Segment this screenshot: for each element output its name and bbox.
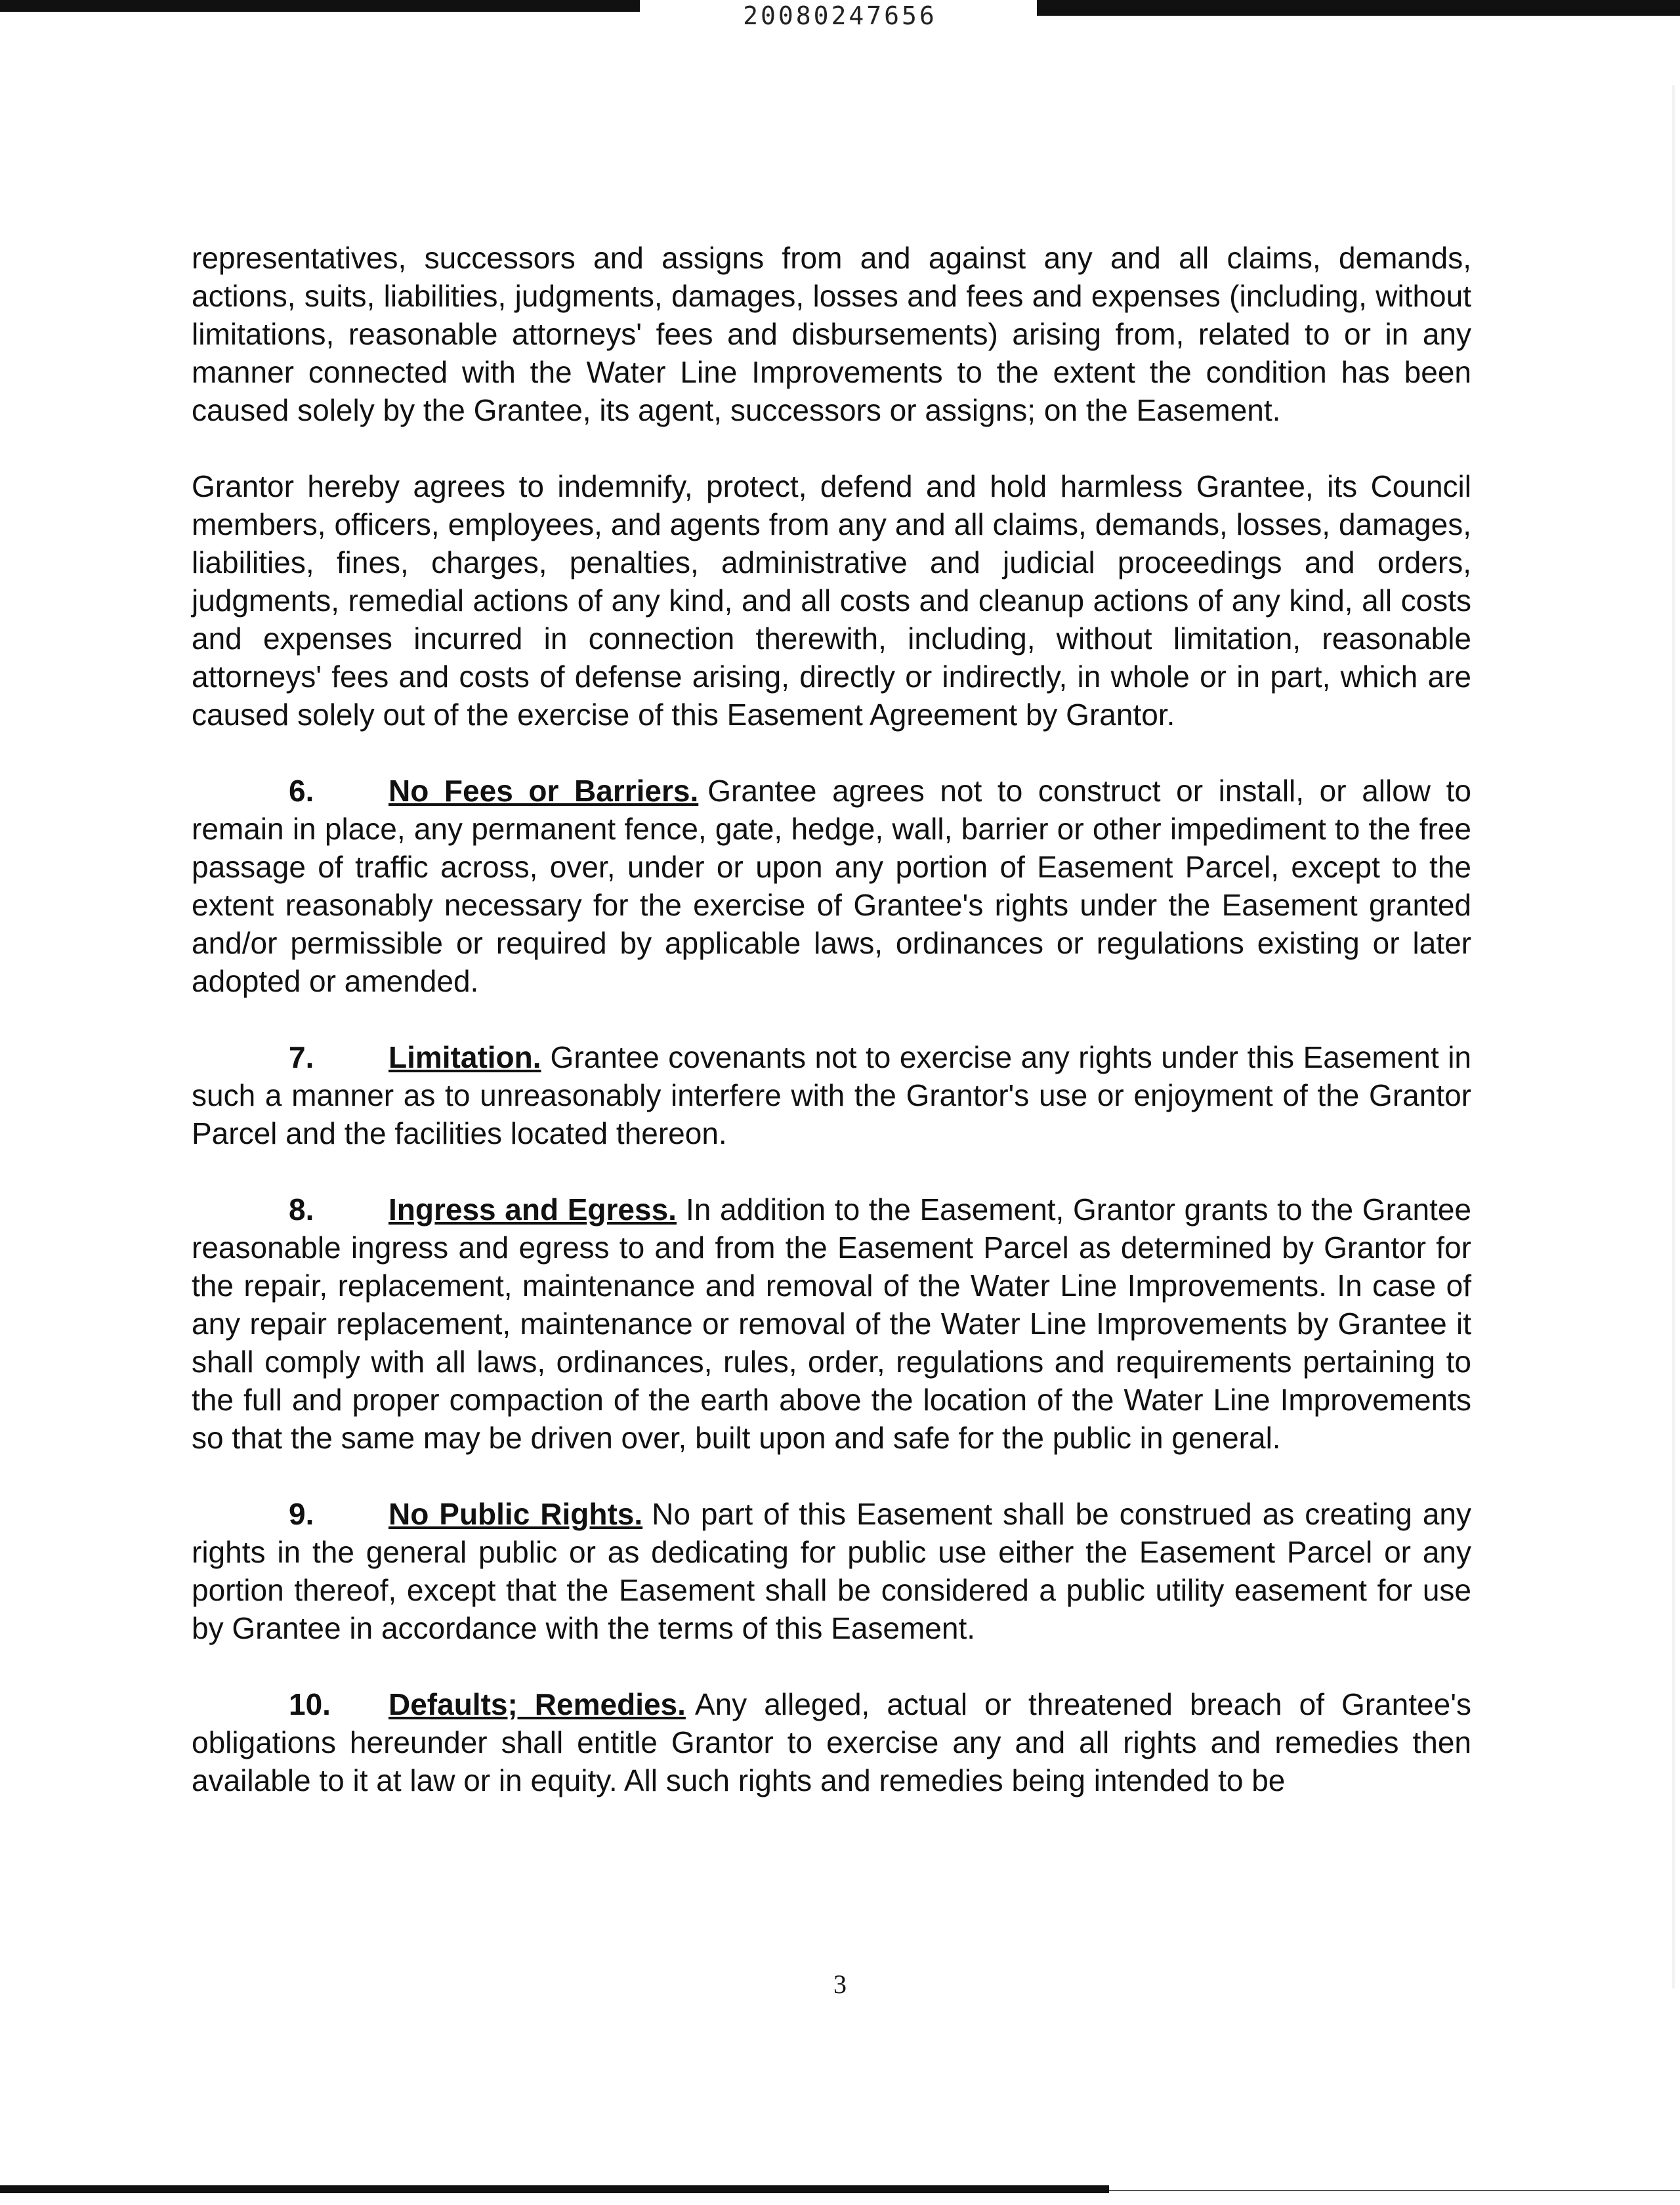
- section-6: [192, 772, 1471, 1000]
- section-number: 6.: [289, 774, 314, 808]
- section-heading: No Public Rights.: [388, 1497, 643, 1531]
- section-heading: Defaults; Remedies.: [388, 1687, 686, 1721]
- scan-edge-right: [1672, 85, 1675, 1988]
- section-heading: Ingress and Egress.: [388, 1192, 677, 1227]
- section-7: [192, 1038, 1471, 1152]
- section-9: [192, 1495, 1471, 1647]
- section-heading: No Fees or Barriers.: [388, 774, 699, 808]
- section-text: No part of this Easement shall be construed as creating any rights in the general public or as dedicating for public use either the Easement Parcel or any portion thereof, except that the Easement shall be considered a public utility easement for use by Grantee in accordance with the terms of this Easement.: [192, 1497, 1471, 1645]
- paragraph-indemnity-grantor: Grantor hereby agrees to indemnify, protect, defend and hold harmless Grantee, its Council members, officers, employees, and agents from any and all claims, demands, losses, damages, liabilities, fines, charges, penalties, administrative and judicial proceedings and orders, judgments, remedial actions of any kind, and all costs and cleanup actions of any kind, all costs and expenses incurred in connection therewith, including, without limitation, reasonable attorneys' fees and costs of defense arising, directly or indirectly, in whole or in part, which are caused solely out of the exercise of this Easement Agreement by Grantor.: [192, 469, 1471, 732]
- section-text: Grantee covenants not to exercise any rights under this Easement in such a manner as to unreasonably interfere with the Grantor's use or enjoyment of the Grantor Parcel and the facilities located thereon.: [192, 1040, 1471, 1150]
- section-heading: Limitation.: [388, 1040, 541, 1074]
- scan-border-bottom: [0, 2185, 1109, 2193]
- section-10: [192, 1685, 1471, 1799]
- section-number: 8.: [289, 1192, 314, 1227]
- paragraph-indemnity-grantee: representatives, successors and assigns from and against any and all claims, demands, actions, suits, liabilities, judgments, damages, losses and fees and expenses (including, without limitations, reasonable attorneys' fees and disbursements) arising from, related to or in any manner connected with the Water Line Improvements to the extent the condition has been caused solely by the Grantee, its agent, successors or assigns; on the Easement.: [192, 241, 1471, 427]
- section-8: [192, 1190, 1471, 1457]
- document-number: 20080247656: [743, 1, 937, 30]
- section-number: 7.: [289, 1040, 314, 1074]
- section-text: In addition to the Easement, Grantor grants to the Grantee reasonable ingress and egress to and from the Easement Parcel as determined by Grantor for the repair, replacement, maintenance and removal of the Water Line Improvements. In case of any repair replacement, maintenance or removal of the Water Line Improvements by Grantee it shall comply with all laws, ordinances, rules, order, regulations and requirements pertaining to the full and proper compaction of the earth above the location of the Water Line Improvements so that the same may be driven over, built upon and safe for the public in general.: [192, 1192, 1471, 1455]
- section-number: 10.: [289, 1687, 331, 1721]
- page-number: 3: [833, 1969, 847, 1999]
- section-text: Grantee agrees not to construct or install, or allow to remain in place, any permanent fence, gate, hedge, wall, barrier or other impediment to the free passage of traffic across, over, under or upon any portion of Easement Parcel, except to the extent reasonably necessary for the exercise of Grantee's rights under the Easement granted and/or permissible or required by applicable laws, ordinances or regulations existing or later adopted or amended.: [192, 774, 1471, 998]
- scan-border-bottom-right: [1109, 2190, 1680, 2191]
- section-text: Any alleged, actual or threatened breach of Grantee's obligations hereunder shall entitle Grantor to exercise any and all rights and remedies then available to it at law or in equity. All such rights and remedies being intended to be: [192, 1687, 1471, 1797]
- section-number: 9.: [289, 1497, 314, 1531]
- document-body: [192, 239, 1471, 1799]
